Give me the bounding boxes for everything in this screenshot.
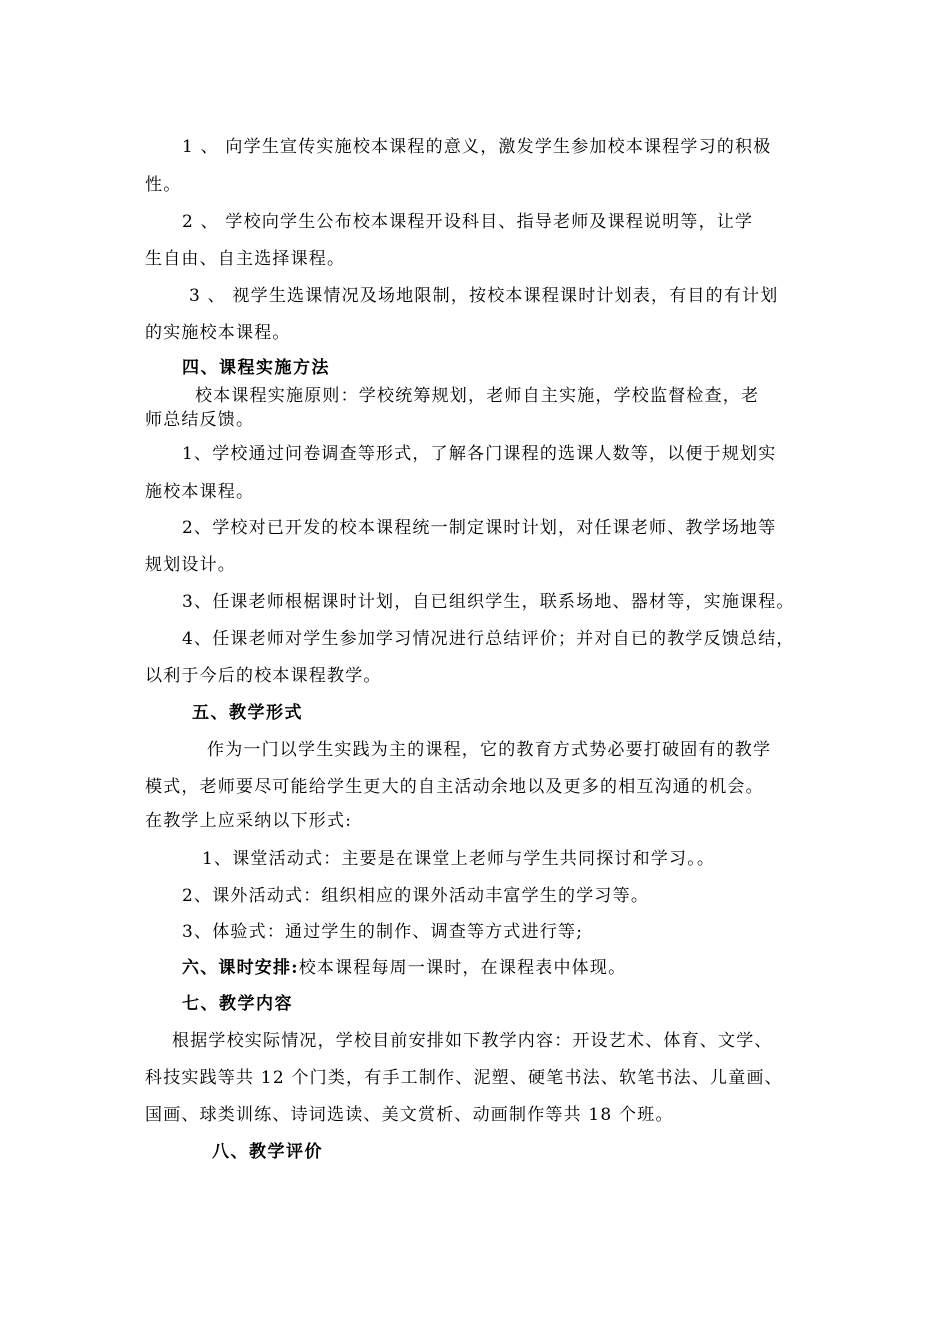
paragraph-line: 校本课程实施原则：学校统筹规划，老师自主实施，学校监督检查，老 [195,386,760,406]
paragraph-line: 1 、 向学生宣传实施校本课程的意义，激发学生参加校本课程学习的积极 [182,137,772,157]
paragraph-line: 的实施校本课程。 [145,323,291,343]
section-heading-8: 八、教学评价 [212,1142,323,1162]
paragraph-line: 科技实践等共 12 个门类，有手工制作、泥塑、硬笔书法、软笔书法、儿童画、 [145,1068,783,1088]
paragraph-line: 以利于今后的校本课程教学。 [145,666,382,686]
section-heading-5: 五、教学形式 [192,703,303,723]
section-6-text: 校本课程每周一课时，在课程表中体现。 [298,958,627,978]
paragraph-line: 根据学校实际情况，学校目前安排如下教学内容：开设艺术、体育、文学、 [172,1031,773,1051]
paragraph-line: 作为一门以学生实践为主的课程，它的教育方式势必要打破固有的教学 [207,740,772,760]
paragraph-line: 生自由、自主选择课程。 [145,249,346,269]
section-heading-4: 四、课程实施方法 [182,358,330,378]
paragraph-line: 2、课外活动式：组织相应的课外活动丰富学生的学习等。 [182,886,650,906]
paragraph-line: 3、体验式：通过学生的制作、调查等方式进行等; [182,922,584,942]
paragraph-line: 2、学校对已开发的校本课程统一制定课时计划，对任课老师、教学场地等 [182,518,777,538]
paragraph-line: 1、课堂活动式：主要是在课堂上老师与学生共同探讨和学习。。 [202,849,716,869]
section-heading-6: 六、课时安排: [182,958,299,978]
paragraph-line: 模式，老师要尽可能给学生更大的自主活动余地以及更多的相互沟通的机会。 [145,777,764,797]
paragraph-line: 3 、 视学生选课情况及场地限制，按校本课程课时计划表，有目的有计划 [189,286,779,306]
paragraph-line: 4、任课老师对学生参加学习情况进行总结评价；并对自已的教学反馈总结， [182,629,795,649]
paragraph-line: 3、任课老师根椐课时计划，自已组织学生，联系场地、器材等，实施课程。 [182,592,795,612]
paragraph-line: 国画、球类训练、诗词选读、美文赏析、动画制作等共 18 个班。 [145,1105,674,1125]
section-heading-7: 七、教学内容 [182,994,293,1014]
paragraph-line: 施校本课程。 [145,482,255,502]
paragraph-line: 2 、 学校向学生公布校本课程开设科目、指导老师及课程说明等，让学 [182,212,754,232]
section-6-line [182,957,626,979]
paragraph-line: 1、学校通过问卷调查等形式，了解各门课程的选课人数等，以便于规划实 [182,444,777,464]
paragraph-line: 在教学上应采纳以下形式: [145,811,353,831]
paragraph-line: 规划设计。 [145,555,236,575]
paragraph-line: 性。 [145,175,182,195]
paragraph-line: 师总结反馈。 [145,410,255,430]
